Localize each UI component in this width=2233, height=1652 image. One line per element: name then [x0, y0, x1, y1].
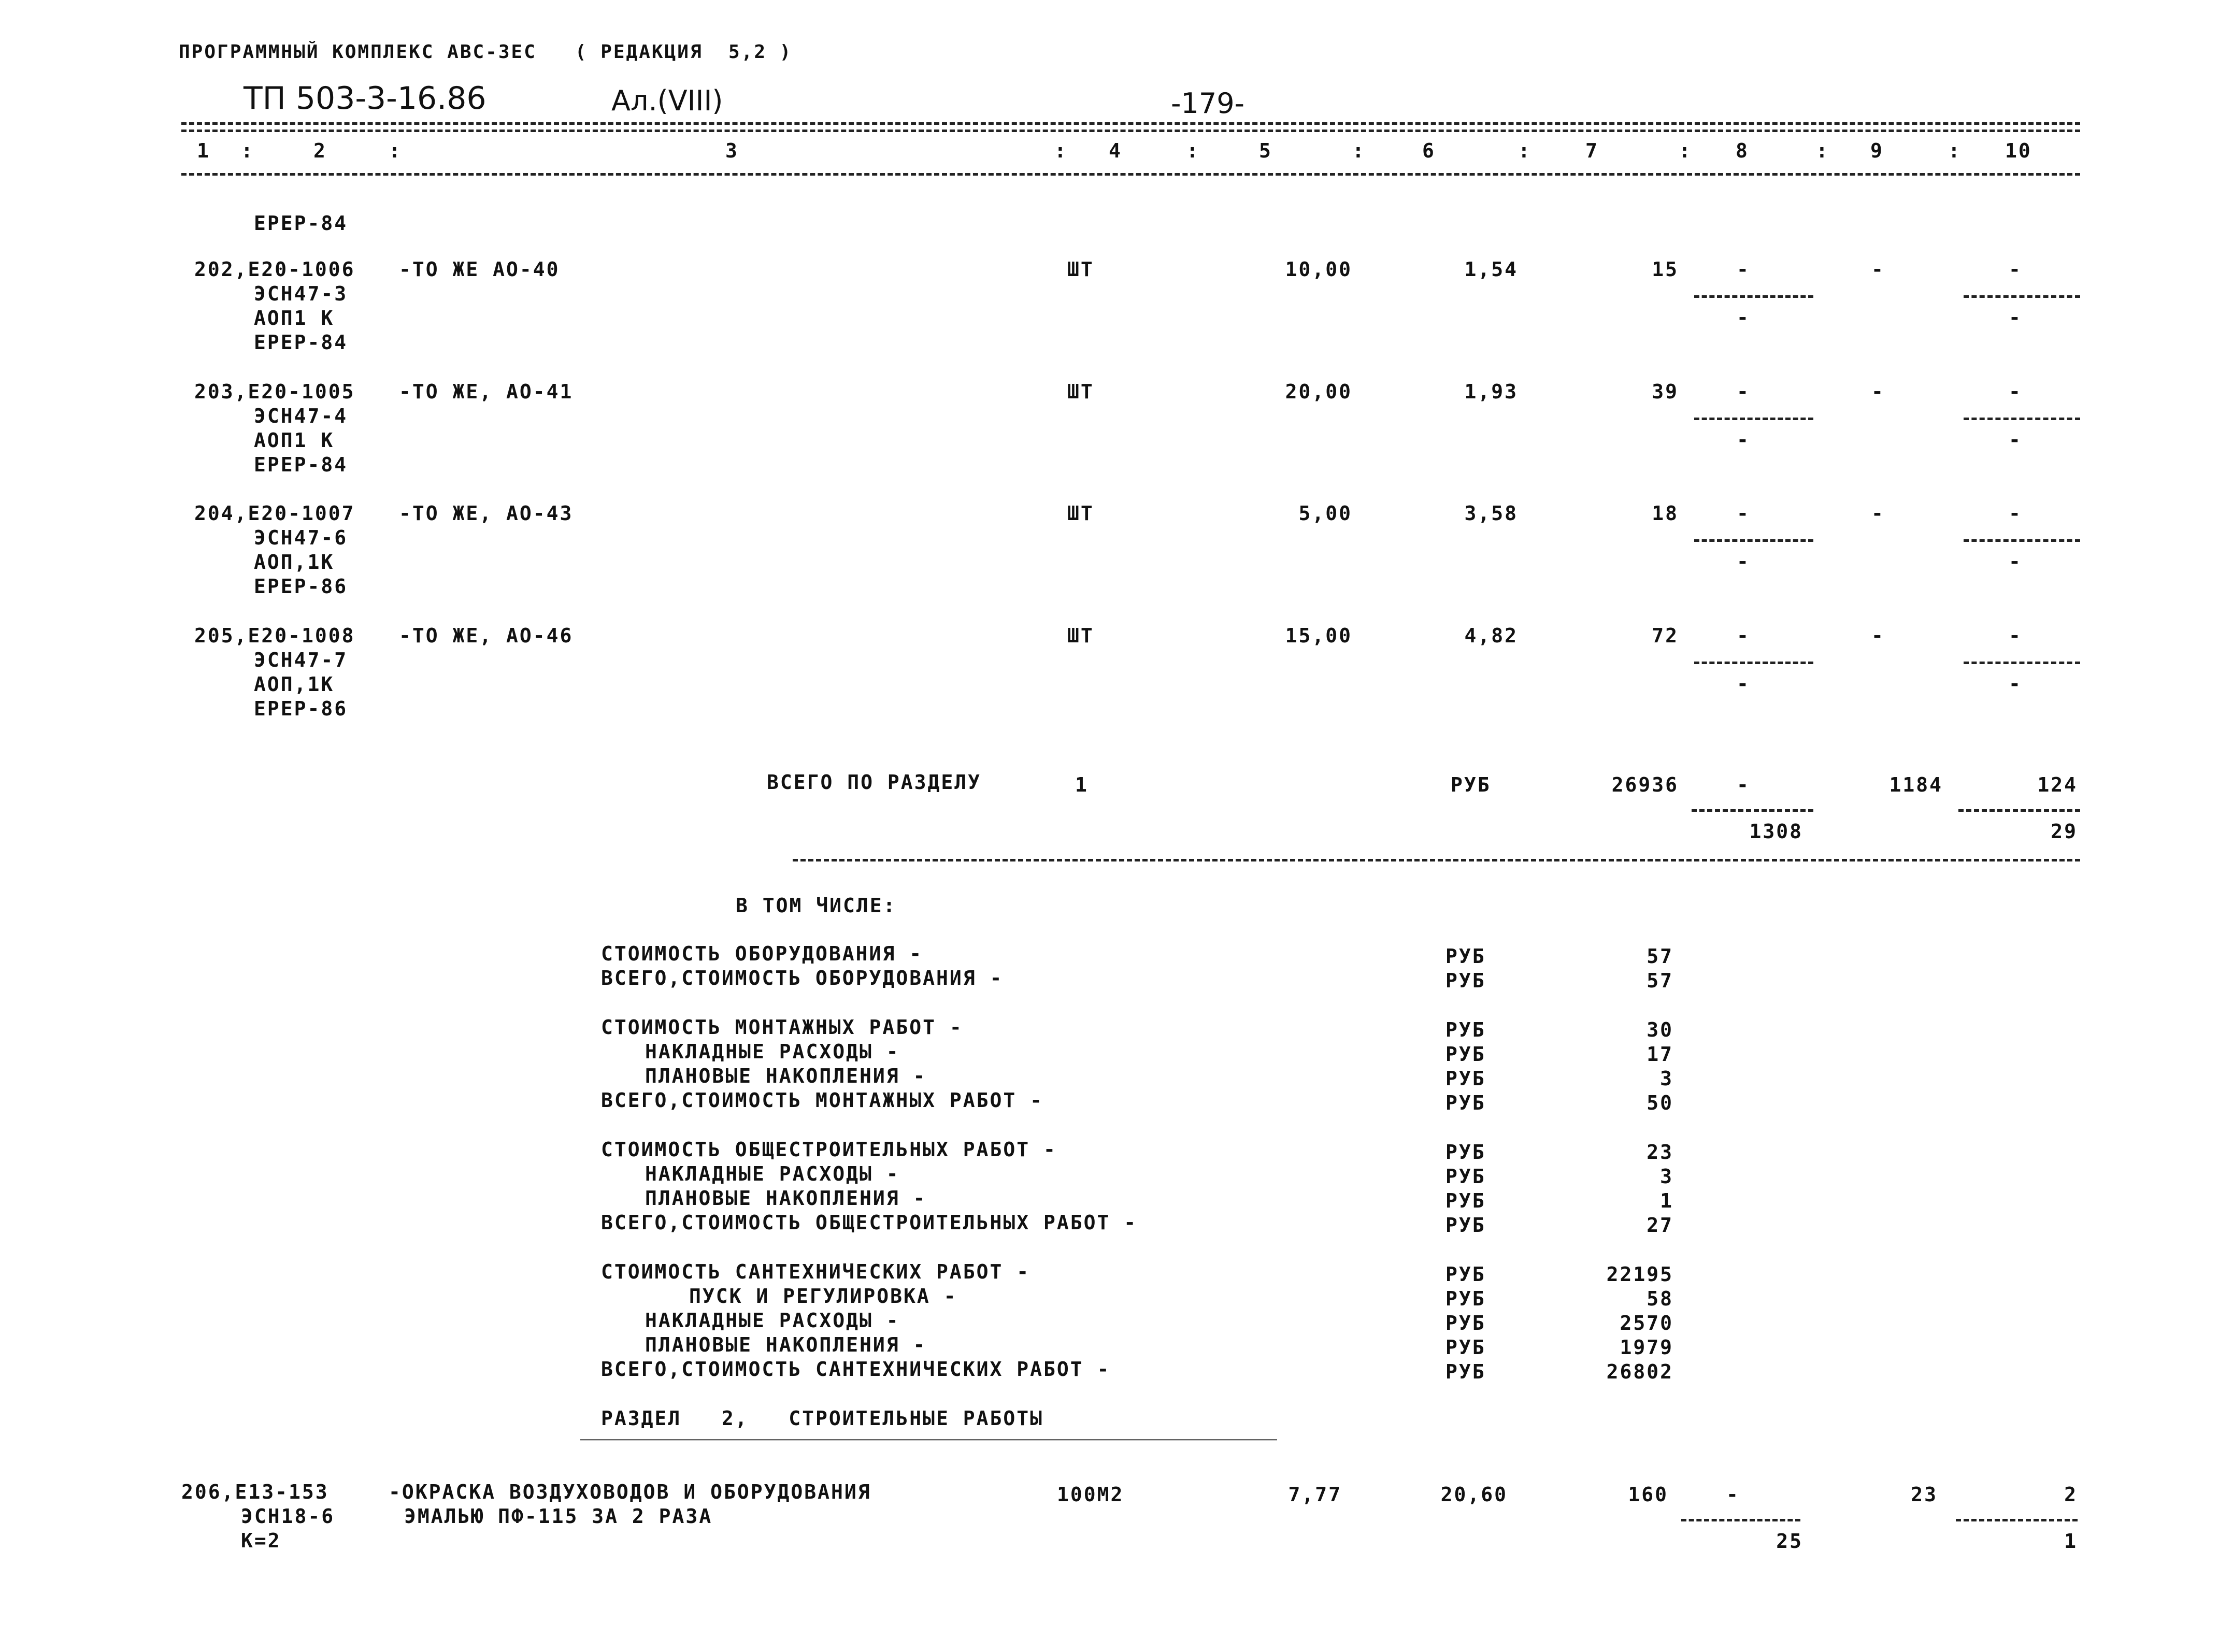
breakdown-value: 57: [1647, 945, 1673, 968]
row-c10-top: 2: [2064, 1483, 2078, 1506]
section-2-underline: [580, 1439, 1277, 1441]
row-code: 204,Е20-1007: [194, 502, 355, 525]
breakdown-value: 3: [1660, 1165, 1673, 1188]
row-name: -ТО ЖЕ, АО-43: [399, 502, 574, 525]
row-c10-bottom: -: [2009, 306, 2022, 329]
breakdown-value: 3: [1660, 1067, 1673, 1090]
fraction-bar: [1681, 1519, 1800, 1521]
breakdown-label: СТОИМОСТЬ САНТЕХНИЧЕСКИХ РАБОТ -: [601, 1260, 1030, 1283]
col-sep: :: [1352, 139, 1366, 162]
row-code: 206,Е13-153: [181, 1481, 329, 1503]
breakdown-unit: РУБ: [1445, 1141, 1486, 1163]
fraction-bar: [1694, 662, 1813, 664]
fraction-bar: [1694, 418, 1813, 420]
breakdown-unit: РУБ: [1445, 1336, 1486, 1359]
row-c8-bottom: -: [1737, 672, 1750, 695]
breakdown-value: 57: [1647, 969, 1673, 992]
fraction-bar: [1694, 539, 1813, 542]
breakdown-unit: РУБ: [1445, 1067, 1486, 1090]
row-name: -ТО ЖЕ АО-40: [399, 258, 560, 281]
breakdown-value: 1979: [1620, 1336, 1673, 1359]
row-qty: 20,00: [1285, 380, 1352, 403]
section-total-c8-top: -: [1737, 773, 1750, 796]
header-rule-mid: [181, 130, 2080, 132]
row-code: ЭСН18-6: [241, 1505, 335, 1528]
breakdown-unit: РУБ: [1445, 1312, 1486, 1334]
row-c8-bottom: 25: [1776, 1530, 1803, 1553]
row-total: 160: [1628, 1483, 1668, 1506]
breakdown-unit: РУБ: [1445, 1360, 1486, 1383]
row-code: ЕРЕР-84: [254, 331, 348, 354]
col-sep: :: [389, 139, 402, 162]
col-sep: :: [1948, 139, 1962, 162]
row-qty: 10,00: [1285, 258, 1352, 281]
row-c8-bottom: -: [1737, 306, 1750, 329]
top-fragment: ЕРЕР-84: [254, 212, 348, 235]
row-name: ЭМАЛЬЮ ПФ-115 ЗА 2 РАЗА: [404, 1505, 713, 1528]
row-code: АОП,1К: [254, 551, 335, 573]
breakdown-value: 27: [1647, 1214, 1673, 1237]
row-c8-top: -: [1737, 380, 1750, 403]
col-header-9: 9: [1870, 139, 1884, 162]
row-name: -ТО ЖЕ, АО-41: [399, 380, 574, 403]
section-total-c8-bottom: 1308: [1749, 820, 1803, 843]
doc-code: ТП 503-3-16.86: [244, 80, 486, 117]
col-sep: :: [1054, 139, 1068, 162]
breakdown-value: 50: [1647, 1091, 1673, 1114]
row-code: К=2: [241, 1529, 281, 1552]
row-code: 202,Е20-1006: [194, 258, 355, 281]
row-price: 1,54: [1464, 258, 1518, 281]
col-header-6: 6: [1422, 139, 1436, 162]
row-qty: 7,77: [1288, 1483, 1342, 1506]
breakdown-value: 30: [1647, 1018, 1673, 1041]
row-c8-top: -: [1737, 624, 1750, 647]
row-code: АОП,1К: [254, 673, 335, 696]
col-sep: :: [241, 139, 254, 162]
row-unit: ШТ: [1067, 624, 1094, 647]
breakdown-unit: РУБ: [1445, 945, 1486, 968]
fraction-bar: [1964, 662, 2080, 664]
section-total-section: 1: [1075, 773, 1089, 796]
col-header-1: 1: [197, 139, 210, 162]
fraction-bar: [1692, 809, 1813, 812]
row-c9: 23: [1911, 1483, 1938, 1506]
row-qty: 5,00: [1298, 502, 1352, 525]
row-c9: -: [1871, 380, 1885, 403]
col-sep: :: [1816, 139, 1829, 162]
breakdown-label: СТОИМОСТЬ ОБОРУДОВАНИЯ -: [601, 942, 923, 965]
col-sep: :: [1518, 139, 1531, 162]
section-total-c10-top: 124: [2037, 773, 2078, 796]
row-price: 4,82: [1464, 624, 1518, 647]
row-unit: ШТ: [1067, 502, 1094, 525]
col-header-5: 5: [1259, 139, 1272, 162]
breakdown-value: 17: [1647, 1043, 1673, 1066]
fraction-bar: [1694, 295, 1813, 298]
breakdown-unit: РУБ: [1445, 1165, 1486, 1188]
row-unit: ШТ: [1067, 380, 1094, 403]
breakdown-value: 23: [1647, 1141, 1673, 1163]
col-header-8: 8: [1736, 139, 1749, 162]
row-code: ЭСН47-6: [254, 526, 348, 549]
col-header-2: 2: [313, 139, 327, 162]
section-total-rule: [793, 859, 2080, 861]
col-header-4: 4: [1109, 139, 1122, 162]
row-c10-top: -: [2009, 624, 2022, 647]
row-c10-top: -: [2009, 502, 2022, 525]
row-code: ЭСН47-7: [254, 649, 348, 671]
row-name: -ОКРАСКА ВОЗДУХОВОДОВ И ОБОРУДОВАНИЯ: [389, 1481, 871, 1503]
breakdown-value: 2570: [1620, 1312, 1673, 1334]
breakdown-label: ВСЕГО,СТОИМОСТЬ ОБОРУДОВАНИЯ -: [601, 967, 1004, 989]
row-total: 18: [1652, 502, 1679, 525]
breakdown-unit: РУБ: [1445, 1043, 1486, 1066]
fraction-bar: [1964, 418, 2080, 420]
section-total-c10-bottom: 29: [2051, 820, 2078, 843]
breakdown-unit: РУБ: [1445, 1018, 1486, 1041]
breakdown-label: СТОИМОСТЬ ОБЩЕСТРОИТЕЛЬНЫХ РАБОТ -: [601, 1138, 1057, 1161]
row-c8-top: -: [1737, 258, 1750, 281]
row-c10-bottom: 1: [2064, 1530, 2078, 1553]
fraction-bar: [1964, 295, 2080, 298]
row-name: -ТО ЖЕ, АО-46: [399, 624, 574, 647]
section-total-unit: РУБ: [1451, 773, 1491, 796]
breakdown-label: ПУСК И РЕГУЛИРОВКА -: [689, 1285, 957, 1308]
col-sep: :: [1679, 139, 1692, 162]
row-c10-bottom: -: [2009, 428, 2022, 451]
breakdown-label: СТОИМОСТЬ МОНТАЖНЫХ РАБОТ -: [601, 1016, 963, 1039]
breakdown-label: НАКЛАДНЫЕ РАСХОДЫ -: [645, 1309, 900, 1332]
row-code: ЕРЕР-86: [254, 697, 348, 720]
breakdown-label: ПЛАНОВЫЕ НАКОПЛЕНИЯ -: [645, 1065, 927, 1087]
row-unit: ШТ: [1067, 258, 1094, 281]
row-total: 39: [1652, 380, 1679, 403]
col-sep: :: [1186, 139, 1200, 162]
row-c10-bottom: -: [2009, 672, 2022, 695]
row-code: ЕРЕР-86: [254, 575, 348, 598]
row-qty: 15,00: [1285, 624, 1352, 647]
breakdown-label: НАКЛАДНЫЕ РАСХОДЫ -: [645, 1040, 900, 1063]
row-price: 20,60: [1440, 1483, 1508, 1506]
fraction-bar: [1958, 809, 2080, 812]
row-c8-top: -: [1726, 1483, 1740, 1506]
row-c8-bottom: -: [1737, 428, 1750, 451]
header-rule-top: [181, 122, 2080, 125]
col-header-3: 3: [725, 139, 739, 162]
row-c9: -: [1871, 258, 1885, 281]
row-code: 205,Е20-1008: [194, 624, 355, 647]
breakdown-label: ВСЕГО,СТОИМОСТЬ ОБЩЕСТРОИТЕЛЬНЫХ РАБОТ -: [601, 1211, 1138, 1234]
row-c9: -: [1871, 624, 1885, 647]
row-c10-bottom: -: [2009, 550, 2022, 573]
breakdown-label: ПЛАНОВЫЕ НАКОПЛЕНИЯ -: [645, 1187, 927, 1210]
row-total: 72: [1652, 624, 1679, 647]
breakdown-label: ВСЕГО,СТОИМОСТЬ САНТЕХНИЧЕСКИХ РАБОТ -: [601, 1358, 1111, 1381]
section-total-label: ВСЕГО ПО РАЗДЕЛУ: [767, 771, 982, 794]
row-code: АОП1 К: [254, 429, 335, 452]
breakdown-heading: В ТОМ ЧИСЛЕ:: [736, 894, 897, 917]
row-c10-top: -: [2009, 380, 2022, 403]
row-code: ЭСН47-4: [254, 405, 348, 427]
breakdown-unit: РУБ: [1445, 969, 1486, 992]
breakdown-label: ПЛАНОВЫЕ НАКОПЛЕНИЯ -: [645, 1333, 927, 1356]
row-code: ЕРЕР-84: [254, 453, 348, 476]
row-c8-bottom: -: [1737, 550, 1750, 573]
section-total-value: 26936: [1611, 773, 1679, 796]
row-code: 203,Е20-1005: [194, 380, 355, 403]
breakdown-value: 26802: [1606, 1360, 1673, 1383]
breakdown-unit: РУБ: [1445, 1287, 1486, 1310]
row-price: 3,58: [1464, 502, 1518, 525]
fraction-bar: [1964, 539, 2080, 542]
breakdown-label: НАКЛАДНЫЕ РАСХОДЫ -: [645, 1162, 900, 1185]
row-code: АОП1 К: [254, 307, 335, 329]
col-header-7: 7: [1585, 139, 1599, 162]
row-c9: -: [1871, 502, 1885, 525]
breakdown-value: 22195: [1606, 1263, 1673, 1286]
row-code: ЭСН47-3: [254, 282, 348, 305]
breakdown-label: ВСЕГО,СТОИМОСТЬ МОНТАЖНЫХ РАБОТ -: [601, 1089, 1043, 1112]
row-price: 1,93: [1464, 380, 1518, 403]
program-line: ПРОГРАММНЫЙ КОМПЛЕКС АВС-3ЕС ( РЕДАКЦИЯ 5,2 ): [179, 41, 793, 63]
header-rule-bottom: [181, 173, 2080, 176]
page-number: -179-: [1171, 87, 1245, 120]
section-2-title: РАЗДЕЛ 2, СТРОИТЕЛЬНЫЕ РАБОТЫ: [601, 1407, 1043, 1430]
breakdown-unit: РУБ: [1445, 1214, 1486, 1237]
breakdown-unit: РУБ: [1445, 1091, 1486, 1114]
breakdown-value: 58: [1647, 1287, 1673, 1310]
breakdown-unit: РУБ: [1445, 1263, 1486, 1286]
row-total: 15: [1652, 258, 1679, 281]
section-total-c9: 1184: [1889, 773, 1943, 796]
album-label: Ал.(VIII): [611, 84, 723, 117]
col-header-10: 10: [2005, 139, 2032, 162]
breakdown-unit: РУБ: [1445, 1189, 1486, 1212]
row-unit: 100М2: [1057, 1483, 1124, 1506]
row-c10-top: -: [2009, 258, 2022, 281]
breakdown-value: 1: [1660, 1189, 1673, 1212]
row-c8-top: -: [1737, 502, 1750, 525]
fraction-bar: [1956, 1519, 2078, 1521]
